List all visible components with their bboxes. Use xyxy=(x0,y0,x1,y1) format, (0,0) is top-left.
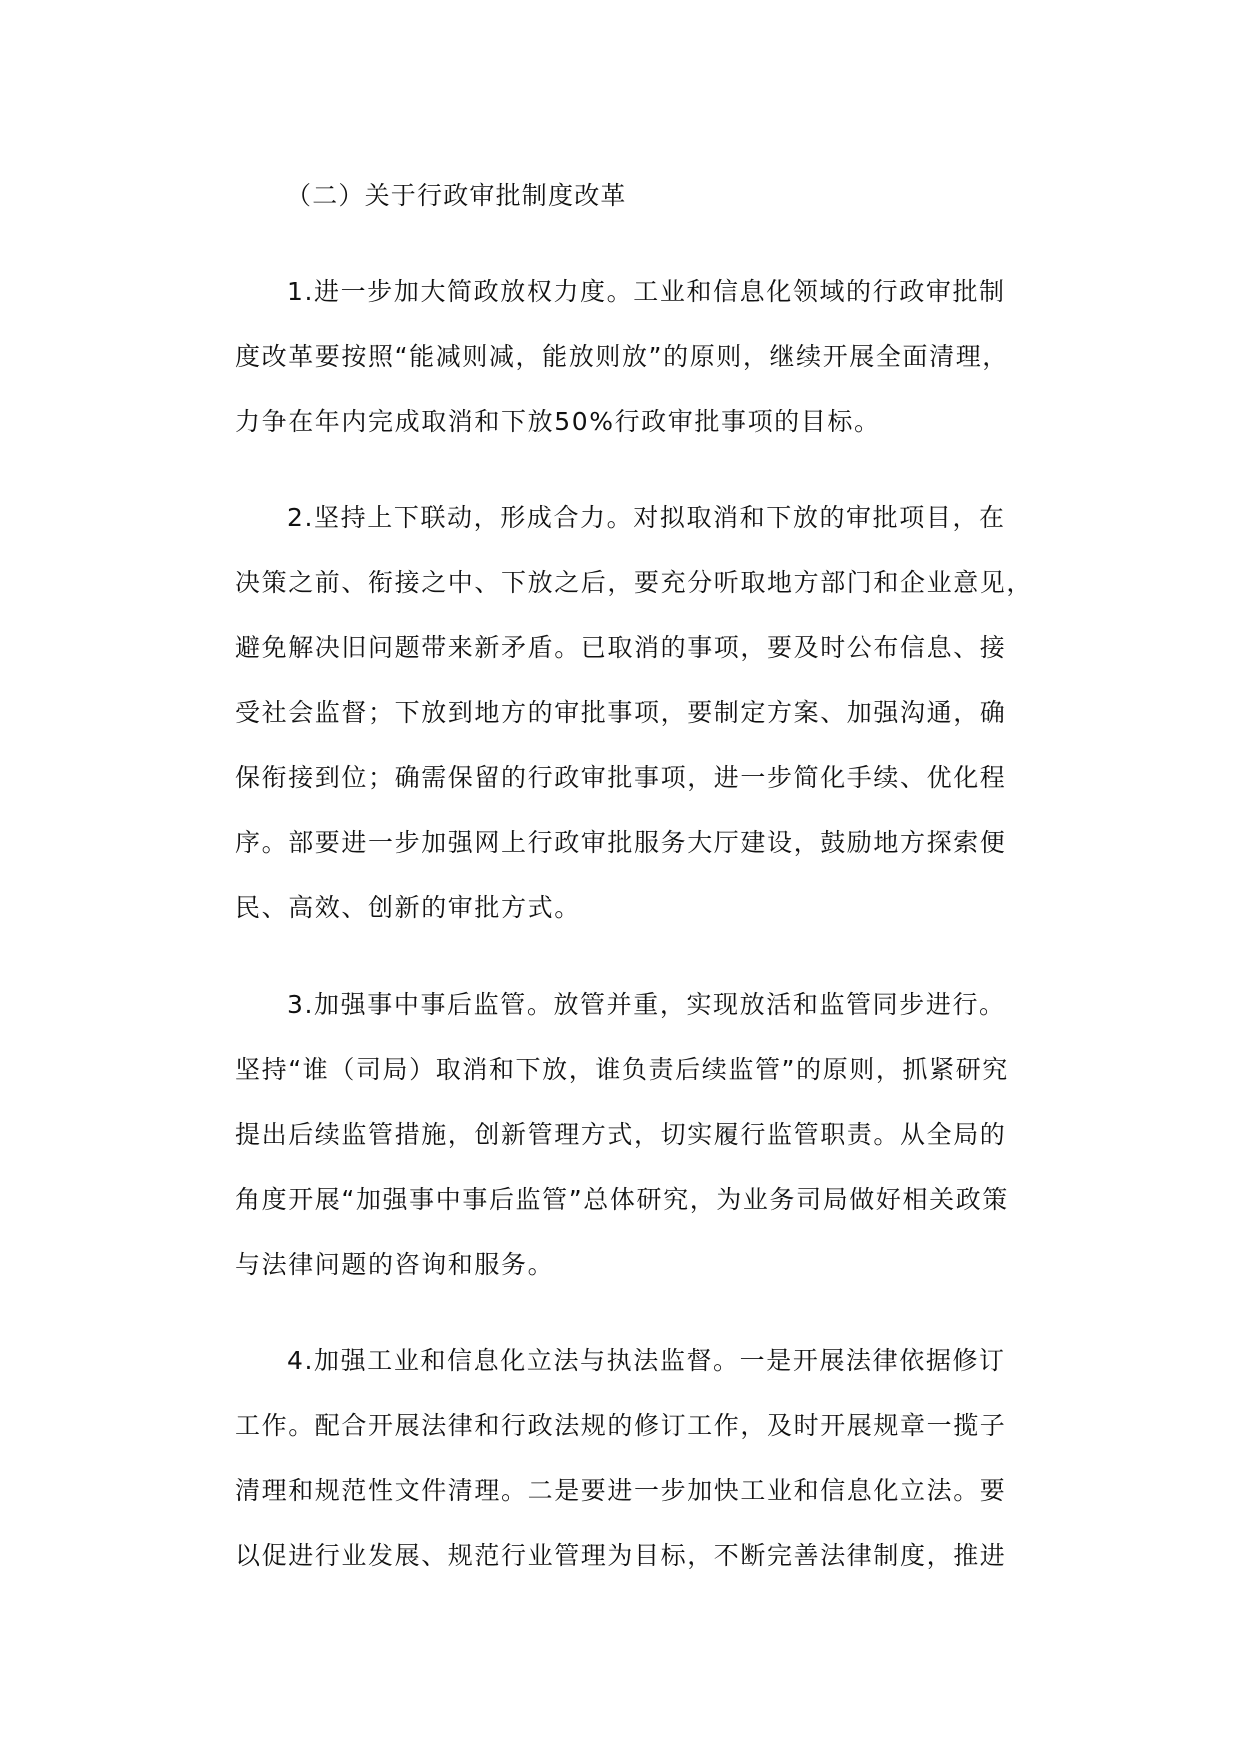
paragraph-line: 3.加强事中事后监管。放管并重，实现放活和监管同步进行。 xyxy=(287,990,1006,1019)
paragraph-line: 工作。配合开展法律和行政法规的修订工作，及时开展规章一揽子 xyxy=(235,1411,1007,1440)
paragraph-1 xyxy=(235,259,1015,454)
paragraph-line: 序。部要进一步加强网上行政审批服务大厅建设，鼓励地方探索便 xyxy=(235,828,1007,857)
paragraph-line: 角度开展“加强事中事后监管”总体研究，为业务司局做好相关政策 xyxy=(235,1185,1009,1214)
paragraph-line: 坚持“谁（司局）取消和下放，谁负责后续监管”的原则，抓紧研究 xyxy=(235,1055,1009,1084)
paragraph-3 xyxy=(235,972,1015,1297)
paragraph-line: 提出后续监管措施，创新管理方式，切实履行监管职责。从全局的 xyxy=(235,1120,1007,1149)
paragraph-line: 以促进行业发展、规范行业管理为目标，不断完善法律制度，推进 xyxy=(235,1541,1007,1570)
paragraph-line: 避免解决旧问题带来新矛盾。已取消的事项，要及时公布信息、接 xyxy=(235,633,1007,662)
section-heading: （二）关于行政审批制度改革 xyxy=(286,181,627,210)
paragraph-line: 度改革要按照“能减则减，能放则放”的原则，继续开展全面清理， xyxy=(235,342,1009,371)
paragraph-line: 民、高效、创新的审批方式。 xyxy=(235,893,581,922)
paragraph-line: 4.加强工业和信息化立法与执法监督。一是开展法律依据修订 xyxy=(287,1346,1006,1375)
paragraph-line: 2.坚持上下联动，形成合力。对拟取消和下放的审批项目，在 xyxy=(287,503,1006,532)
paragraph-2 xyxy=(235,485,1034,940)
paragraph-line: 1.进一步加大简政放权力度。工业和信息化领域的行政审批制 xyxy=(287,277,1006,306)
paragraph-line: 决策之前、衔接之中、下放之后，要充分听取地方部门和企业意见， xyxy=(235,568,1034,597)
paragraph-line: 清理和规范性文件清理。二是要进一步加快工业和信息化立法。要 xyxy=(235,1476,1007,1505)
paragraph-line: 保衔接到位；确需保留的行政审批事项，进一步简化手续、优化程 xyxy=(235,763,1007,792)
paragraph-line: 与法律问题的咨询和服务。 xyxy=(235,1250,555,1279)
paragraph-4 xyxy=(235,1328,1015,1588)
paragraph-line: 受社会监督；下放到地方的审批事项，要制定方案、加强沟通，确 xyxy=(235,698,1007,727)
paragraph-line: 力争在年内完成取消和下放50%行政审批事项的目标。 xyxy=(235,407,881,436)
